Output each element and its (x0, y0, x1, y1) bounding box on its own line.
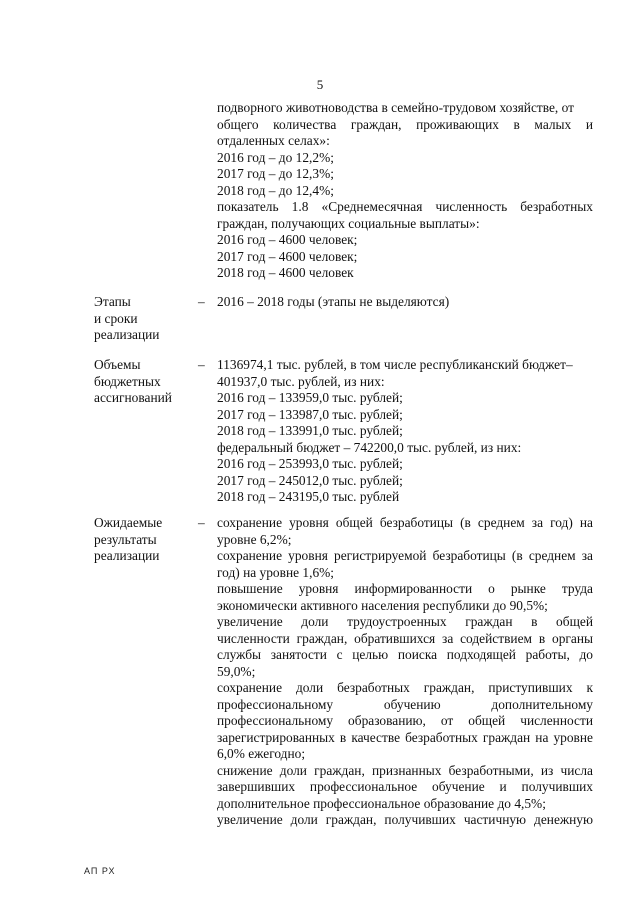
text-line: 2016 год – 253993,0 тыс. рублей; (217, 456, 403, 471)
text-line: зарегистрированных в качестве безработных граждан на уровне (217, 729, 593, 745)
label-line: ассигнований (94, 390, 172, 405)
text-line: 2018 год – до 12,4%; (217, 182, 334, 198)
text-line: сохранение доли безработных граждан, приступивших к (217, 680, 593, 695)
budget-dash: – (198, 357, 205, 372)
results-content (217, 515, 593, 829)
text-line: 2017 год – 245012,0 тыс. рублей; (217, 472, 403, 488)
text-line: профессиональному образованию, от общей численности (217, 713, 593, 728)
label-line: Ожидаемые (94, 515, 163, 530)
page-number: 5 (316, 77, 324, 92)
text-line: 401937,0 тыс. рублей, из них: (217, 373, 385, 389)
stages-content (217, 294, 593, 311)
results-dash: – (198, 515, 205, 530)
text-line: 2016 год – 133959,0 тыс. рублей; (217, 390, 403, 405)
label-line: реализации (94, 327, 160, 342)
text-line: 2017 год – 133987,0 тыс. рублей; (217, 406, 403, 422)
text-line: 2018 год – 243195,0 тыс. рублей (217, 489, 400, 504)
text-line: отдаленных селах»: (217, 133, 330, 148)
text-line: 59,0%; (217, 663, 256, 679)
text-line: 6,0% ежегодно; (217, 746, 306, 761)
intro-text (217, 100, 593, 282)
budget-label (94, 357, 194, 407)
text-line: численности граждан, обратившихся за содействием в органы (217, 630, 593, 646)
text-line: профессиональному обучению дополнительному (217, 696, 593, 712)
text-line: граждан, получающих социальные выплаты»: (217, 215, 480, 231)
text-line: службы занятости с целью поиска подходящей работы, до (217, 647, 593, 662)
text-line: подворного животноводства в семейно-трудовом хозяйстве, от (217, 100, 574, 115)
text-line: завершивших профессиональное обучение и получивших (217, 779, 593, 794)
results-label (94, 515, 194, 565)
text-line: 2017 год – до 12,3%; (217, 166, 334, 181)
text-line: 2018 год – 4600 человек (217, 265, 354, 280)
text-line: год) на уровне 1,6%; (217, 564, 335, 580)
text-line: федеральный бюджет – 742200,0 тыс. рублей, из них: (217, 439, 522, 455)
text-line: 2016 – 2018 годы (этапы не выделяются) (217, 294, 450, 309)
text-line: повышение уровня информированности о рынке труда (217, 581, 593, 596)
stages-label (94, 294, 194, 344)
label-line: результаты (94, 531, 157, 547)
text-line: 2016 год – до 12,2%; (217, 149, 334, 165)
label-line: и сроки (94, 310, 138, 326)
text-line: дополнительное профессиональное образование до 4,5%; (217, 795, 546, 811)
budget-content (217, 357, 593, 506)
label-line: реализации (94, 548, 160, 563)
label-line: бюджетных (94, 373, 161, 389)
footer-stamp: АП РХ (84, 866, 116, 876)
text-line: увеличение доли трудоустроенных граждан в общей (217, 614, 593, 629)
text-line: сохранение уровня регистрируемой безработицы (в среднем за (217, 548, 593, 563)
text-line: снижение доли граждан, признанных безработными, из числа (217, 762, 593, 778)
text-line: экономически активного населения республики до 90,5%; (217, 597, 548, 613)
text-line: 2018 год – 133991,0 тыс. рублей; (217, 423, 403, 438)
text-line: показатель 1.8 «Среднемесячная численность безработных (217, 199, 593, 214)
text-line: 2017 год – 4600 человек; (217, 248, 358, 264)
text-line: 2016 год – 4600 человек; (217, 232, 358, 247)
text-line: уровне 6,2%; (217, 531, 292, 547)
stages-dash: – (198, 294, 205, 309)
text-line: 1136974,1 тыс. рублей, в том числе республиканский бюджет– (217, 357, 573, 372)
text-line: сохранение уровня общей безработицы (в среднем за год) на (217, 515, 593, 530)
label-line: Этапы (94, 294, 131, 309)
text-line: общего количества граждан, проживающих в малых и (217, 116, 593, 132)
label-line: Объемы (94, 357, 141, 372)
text-line: увеличение доли граждан, получивших частичную денежную (217, 812, 593, 827)
